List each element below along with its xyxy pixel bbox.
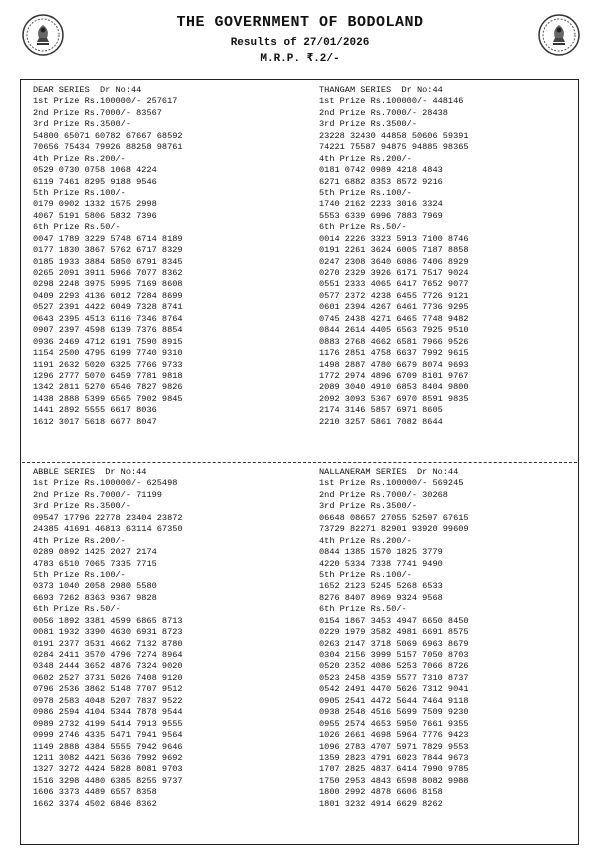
result-line: 0191 2261 3624 6005 7187 8858	[319, 245, 469, 256]
result-line: 24385 41691 46813 63114 67350	[33, 524, 183, 535]
result-line: 6th Prize Rs.50/-	[319, 604, 407, 615]
results-date: Results of 27/01/2026	[230, 37, 370, 49]
result-line: 0520 2352 4086 5253 7066 8726	[319, 661, 469, 672]
result-line: 4220 5334 7338 7741 9490	[319, 558, 443, 569]
result-line: 73729 82271 82901 93920 99609	[319, 524, 469, 535]
result-line: 0229 1979 3582 4981 6691 8575	[319, 627, 469, 638]
result-line: 5553 6339 6996 7883 7969	[319, 210, 443, 221]
result-line: 1327 3272 4424 5828 8081 9703	[33, 764, 183, 775]
result-line: 2174 3146 5857 6971 8605	[319, 405, 443, 416]
result-line: 1652 2123 5245 5268 6533	[319, 581, 443, 592]
result-line: 2nd Prize Rs.7000/- 83567	[33, 107, 162, 118]
result-line: 1st Prize Rs.100000/- 569245	[319, 478, 464, 489]
result-line: 3rd Prize Rs.3500/-	[33, 119, 131, 130]
result-line: 0185 1933 3884 5850 6791 8345	[33, 256, 183, 267]
result-line: 0270 2329 3926 6171 7517 9024	[319, 268, 469, 278]
result-line: 1st Prize Rs.100000/- 625498	[33, 478, 178, 489]
result-line: 1750 2953 4843 6598 8082 9988	[319, 775, 469, 786]
result-line: 4783 6510 7065 7335 7715	[33, 558, 157, 569]
result-line: 1154 2500 4795 6199 7740 9310	[33, 348, 183, 359]
result-line: 5th Prize Rs.100/-	[319, 187, 412, 198]
result-line: 3rd Prize Rs.3500/-	[33, 501, 131, 512]
page-title: THE GOVERNMENT OF BODOLAND	[176, 14, 424, 31]
result-line: 5th Prize Rs.100/-	[33, 569, 126, 580]
result-line: 0986 2594 4104 5344 7878 9544	[33, 707, 183, 718]
result-line: 0883 2768 4662 6581 7966 9526	[319, 336, 469, 347]
result-line: 3rd Prize Rs.3500/-	[319, 119, 417, 130]
result-line: 0373 1040 2058 2980 5580	[33, 581, 157, 592]
result-line: 6271 6882 8353 8572 9216	[319, 176, 443, 187]
result-line: 0796 2536 3862 5148 7707 9512	[33, 684, 183, 695]
result-line: 1772 2974 4896 6709 8101 9767	[319, 370, 469, 381]
result-line: 3rd Prize Rs.3500/-	[319, 501, 417, 512]
result-line: 0601 2394 4267 6461 7736 9295	[319, 302, 469, 313]
result-line: 0542 2491 4470 5626 7312 9041	[319, 684, 469, 695]
result-line: 2nd Prize Rs.7000/- 71199	[33, 489, 162, 500]
page-header	[0, 0, 600, 82]
result-line: 0907 2397 4598 6139 7376 8854	[33, 325, 183, 336]
result-line: 54800 65071 60782 67667 68592	[33, 130, 183, 141]
result-line: 1441 2892 5555 6617 8036	[33, 405, 157, 416]
result-line: 0955 2574 4653 5950 7661 9355	[319, 718, 469, 729]
result-line: 6th Prize Rs.50/-	[319, 222, 407, 233]
result-line: 1612 3017 5618 6677 8047	[33, 416, 157, 427]
result-line: 0177 1830 3867 5762 6717 8329	[33, 245, 183, 256]
result-line: 1438 2888 5399 6565 7902 9845	[33, 393, 183, 404]
result-line: 0936 2469 4712 6191 7590 8915	[33, 336, 183, 347]
thangam-series-block	[319, 85, 469, 428]
result-line: 2210 3257 5861 7082 8644	[319, 416, 443, 427]
result-line: 0265 2091 3911 5966 7077 8362	[33, 268, 183, 278]
result-line: 1st Prize Rs.100000/- 448146	[319, 96, 464, 107]
series-heading: DEAR SERIES Dr No:44	[33, 85, 142, 95]
series-heading: ABBLE SERIES Dr No:44	[33, 467, 147, 477]
result-line: 1801 3232 4914 6629 8262	[319, 798, 443, 809]
result-line: 0938 2548 4516 5699 7509 9230	[319, 707, 469, 718]
result-line: 1342 2811 5270 6546 7827 9826	[33, 382, 183, 393]
result-line: 0844 2614 4405 6563 7925 9510	[319, 325, 469, 336]
dear-series-block	[33, 85, 183, 428]
result-line: 1359 2823 4791 6023 7844 9673	[319, 752, 469, 763]
result-line: 1662 3374 4502 6846 8362	[33, 798, 157, 809]
result-line: 06648 08657 27055 52597 67615	[319, 512, 469, 523]
result-line: 0179 0902 1332 1575 2998	[33, 199, 157, 210]
result-line: 0298 2248 3975 5995 7169 8608	[33, 279, 183, 290]
result-line: 70656 75434 79926 88258 98761	[33, 142, 183, 153]
result-line: 0047 1789 3229 5748 6714 8189	[33, 233, 183, 244]
result-line: 0643 2395 4513 6116 7346 8764	[33, 313, 183, 324]
result-line: 1026 2661 4698 5964 7776 9423	[319, 730, 469, 741]
result-line: 1149 2888 4384 5555 7942 9646	[33, 741, 183, 752]
result-line: 6th Prize Rs.50/-	[33, 604, 121, 615]
result-line: 0409 2293 4136 6012 7284 8699	[33, 290, 183, 301]
result-line: 0577 2372 4238 6455 7726 9121	[319, 290, 469, 301]
result-line: 2nd Prize Rs.7000/- 28438	[319, 107, 448, 118]
result-line: 0978 2583 4048 5207 7837 9522	[33, 695, 183, 706]
result-line: 1176 2851 4758 6637 7992 9615	[319, 348, 469, 359]
result-line: 0348 2444 3652 4876 7324 9020	[33, 661, 183, 672]
result-line: 0304 2156 3999 5157 7050 8703	[319, 650, 469, 660]
result-line: 5th Prize Rs.100/-	[319, 569, 412, 580]
result-line: 0247 2308 3640 6086 7406 8929	[319, 256, 469, 267]
abble-series-block	[33, 467, 183, 810]
nallaneram-series-block	[319, 467, 469, 810]
result-line: 0523 2458 4359 5577 7310 8737	[319, 672, 469, 683]
result-line: 2092 3093 5367 6970 8591 9835	[319, 393, 469, 404]
result-line: 0154 1867 3453 4947 6650 8450	[319, 615, 469, 626]
result-line: 2nd Prize Rs.7000/- 30268	[319, 489, 448, 500]
result-line: 1498 2887 4780 6679 8074 9693	[319, 359, 469, 370]
result-line: 0014 2226 3323 5913 7100 8746	[319, 233, 469, 244]
result-line: 0081 1932 3390 4630 6931 8723	[33, 627, 183, 638]
result-line: 1707 2825 4837 6414 7990 9785	[319, 764, 469, 775]
result-line: 0289 0892 1425 2027 2174	[33, 547, 157, 558]
result-line: 0056 1892 3381 4599 6865 8713	[33, 615, 183, 626]
result-line: 4th Prize Rs.200/-	[319, 153, 412, 164]
result-line: 8276 8407 8969 9324 9568	[319, 592, 443, 603]
result-line: 0529 0730 0758 1068 4224	[33, 165, 157, 176]
result-line: 0999 2746 4335 5471 7941 9564	[33, 730, 183, 741]
mrp-line: M.R.P. ₹.2/-	[260, 53, 340, 65]
series-heading: THANGAM SERIES Dr No:44	[319, 85, 443, 95]
result-line: 1211 3082 4421 5636 7992 9692	[33, 752, 183, 763]
result-line: 1800 2992 4878 6606 8158	[319, 787, 443, 798]
result-line: 1191 2632 5020 6325 7766 9733	[33, 359, 183, 370]
result-line: 4th Prize Rs.200/-	[319, 535, 412, 546]
result-line: 2089 3040 4910 6853 8404 9800	[319, 382, 469, 393]
result-line: 0844 1385 1570 1825 3779	[319, 547, 443, 558]
section-divider	[22, 462, 577, 463]
result-line: 0745 2438 4271 6465 7748 9482	[319, 313, 469, 324]
result-line: 4th Prize Rs.200/-	[33, 535, 126, 546]
result-line: 6693 7262 8363 9367 9828	[33, 592, 157, 603]
result-line: 0181 0742 0989 4218 4843	[319, 165, 443, 176]
result-line: 6119 7461 8295 9188 9546	[33, 176, 157, 187]
series-heading: NALLANERAM SERIES Dr No:44	[319, 467, 459, 477]
result-line: 0284 2411 3570 4796 7274 8964	[33, 650, 183, 660]
result-line: 09547 17796 22778 23404 23872	[33, 512, 183, 523]
result-line: 4067 5191 5806 5832 7396	[33, 210, 157, 221]
result-line: 4th Prize Rs.200/-	[33, 153, 126, 164]
result-line: 0263 2147 3718 5069 6963 8679	[319, 638, 469, 649]
result-line: 1st Prize Rs.100000/- 257617	[33, 96, 178, 107]
emblem-icon	[538, 14, 580, 56]
result-line: 0602 2527 3731 5026 7408 9120	[33, 672, 183, 683]
result-line: 1096 2783 4707 5971 7829 9553	[319, 741, 469, 752]
result-line: 0905 2541 4472 5644 7464 9118	[319, 695, 469, 706]
result-line: 5th Prize Rs.100/-	[33, 187, 126, 198]
result-line: 6th Prize Rs.50/-	[33, 222, 121, 233]
result-line: 0527 2391 4422 6049 7328 8741	[33, 302, 183, 313]
result-line: 1296 2777 5070 6459 7781 9818	[33, 370, 183, 381]
result-line: 1740 2162 2233 3016 3324	[319, 199, 443, 210]
result-line: 1606 3373 4489 6557 8358	[33, 787, 157, 798]
result-line: 74221 75587 94875 94885 98365	[319, 142, 469, 153]
result-line: 0989 2732 4199 5414 7913 9555	[33, 718, 183, 729]
result-line: 0191 2377 3531 4662 7132 8780	[33, 638, 183, 649]
result-line: 0551 2333 4065 6417 7652 9077	[319, 279, 469, 290]
result-line: 1516 3298 4480 6385 8255 9737	[33, 775, 183, 786]
result-line: 23228 32430 44858 50606 59391	[319, 130, 469, 141]
